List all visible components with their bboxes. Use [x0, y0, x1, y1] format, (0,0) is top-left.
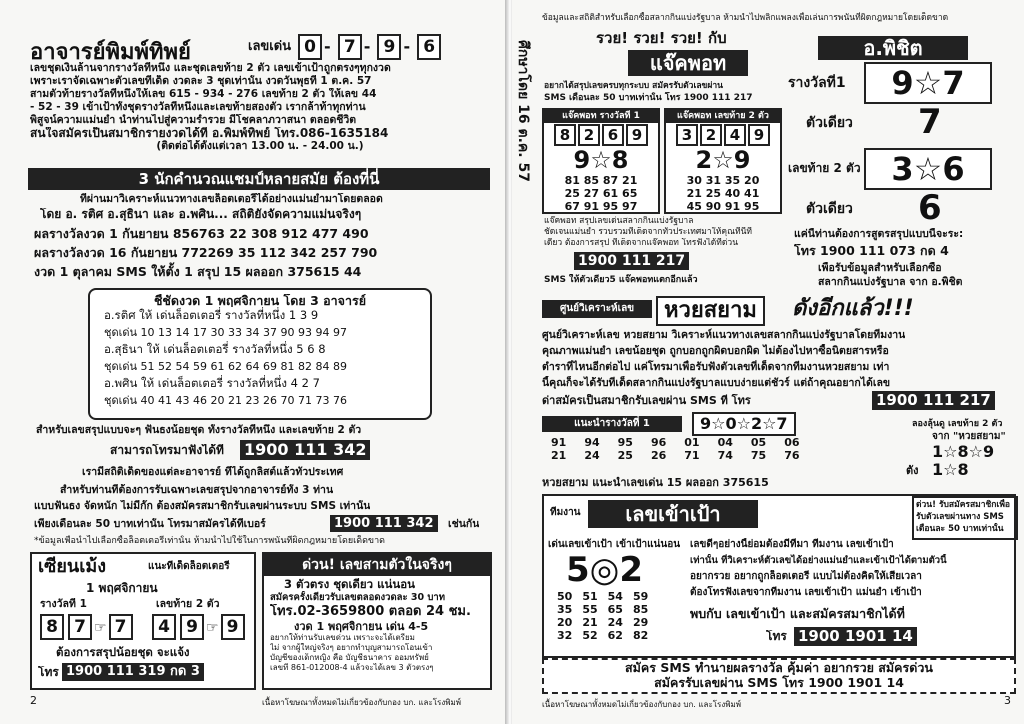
jack-desc: แจ๊คพอท สรุปเลขเด่นสลากกินแบ่งรัฐบาล: [544, 216, 694, 226]
jack-digit: 9: [748, 124, 770, 146]
forecast-title: ชี้ชัดงวด 1 พฤศจิกายน โดย 3 อาจารย์: [153, 294, 367, 307]
box-urgent: [262, 552, 492, 690]
table-row: [542, 449, 809, 462]
grid-cell: 29: [632, 616, 649, 629]
intro-line: - 52 - 39 เข้าเป้าทั้งชุดรางวัลที่หนึ่งและเลขท้ายสองตัว เรากล้าท้าทุกท่าน: [30, 101, 366, 113]
lek-title: เลขเข้าเป้า: [588, 500, 758, 528]
huay-phone: 1900 111 217: [872, 391, 995, 410]
box-b-small: บัญชีของเด็กหญิง คือ บัญชีธนาคาร ออมทรัพย์: [270, 653, 429, 662]
grid-cell: 21: [551, 449, 567, 462]
call-label: สามารถโทรมาฟังได้ที่: [110, 444, 224, 457]
intro-line: สามตัวท้ายรางวัลที่หนึ่งให้เลข 615 - 934 - 276 เลขท้าย 2 ตัว ให้เลข 44: [30, 88, 377, 100]
left-footer: เนื้อหาโฆษณาทั้งหมดไม่เกี่ยวข้องกับกอง บก. และโรงพิมพ์: [262, 698, 462, 707]
jack-box-first: [542, 108, 660, 214]
box-a-sub: แนะทีเด็ดล็อตเตอรี่: [148, 561, 230, 572]
jack-name: แจ๊คพอท: [628, 50, 748, 76]
box-a-digit: 8: [40, 614, 64, 640]
lek-text: อยากรวย อยากถูกล็อตเตอรี่ แบบไม่ต้องคิดให้เสียเวลา: [690, 571, 922, 582]
box-a-digit: 9: [180, 614, 204, 640]
jack-slogan: รวย! รวย! รวย! กับ: [596, 29, 727, 47]
grid-cell: 55: [582, 603, 598, 616]
jackpot-section: [542, 28, 782, 290]
play-digit: 0: [298, 34, 322, 60]
section2-authors: โดย อ. รติศ อ.สุธินา และ อ.พศิน... สถิติยังจัดความแม่นจริงๆ: [40, 208, 362, 221]
forecast-line: อ.พศิน ให้ เด่นล็อตเตอรี่ รางวัลที่หนึ่ง 4 2 7: [104, 376, 320, 390]
left-page: [0, 0, 508, 724]
jack-num-row: 45 90 91 95: [686, 200, 760, 213]
box-a-digits2: [150, 614, 247, 640]
pointing-hand-icon: ☞: [94, 620, 107, 636]
table-row: [552, 603, 653, 616]
pichit-big2: 3☆6: [864, 148, 992, 190]
pichit-section: [788, 28, 1014, 290]
huay-slogan: ดังอีกแล้ว!!!: [792, 296, 914, 321]
box-b-small: เลขที่ 861-012008-4 แล้วจะได้เลข 3 ตัวตรงๆ: [270, 663, 434, 672]
huay-text: คุณภาพแม่นยำ เลขน้อยชุด ถูกบอกถูกผิดบอกผิด ไม่ต้องไปหาซื้อนิตยสารหรือ: [542, 345, 889, 357]
pichit-big1: 9☆7: [864, 62, 992, 104]
huay-siam-section: [542, 296, 1012, 479]
forecast-box: [88, 288, 432, 420]
lek-text: ต้องโทรฟังเลขจากทีมงาน เลขเข้าเป้า แม่นยำ เข้าเป้า: [690, 587, 922, 598]
jack-digit: 4: [724, 124, 746, 146]
play-digit: 9: [377, 34, 401, 60]
sms-suffix: เช่นกัน: [448, 518, 480, 530]
grid-cell: 96: [650, 436, 667, 449]
huay-side-label: ตัง: [906, 464, 919, 477]
jack-digit: 6: [602, 124, 624, 146]
box-a-title: เซียนเม้ง: [38, 556, 107, 577]
jack-box-title: แจ๊คพอท รางวัลที่ 1: [544, 110, 658, 123]
lek-sub: เด่นเลขเข้าเป้า เข้าเป้าแน่นอน: [548, 539, 681, 550]
grid-cell: 54: [607, 590, 623, 603]
sms-note: แบบฟันธง จัดหนัก ไม่มีกั๊ก ต้องสมัครสมาชิกรับเลขผ่านระบบ SMS เท่านั้น: [34, 500, 371, 512]
huay-rec-digits: 9☆0☆2☆7: [692, 412, 796, 436]
intro-line: พิสูจน์ความแม่นยำ นำท่านไปสู่ความร่ำรวย มีโชคลาภวาสนา ตลอดชีวิต: [30, 114, 357, 126]
jack-num-row: 30 31 35 20: [686, 174, 760, 187]
jack-tag: SMS ให้ตัวเดียว5 แจ๊คพอทแตกอีกแล้ว: [544, 275, 698, 285]
box-b-line: 3 ตัวตรง ชุดเดียว แน่นอน: [284, 578, 415, 591]
huay-side: 1☆8☆9: [932, 442, 995, 461]
grid-cell: 04: [717, 436, 733, 449]
grid-cell: 59: [632, 590, 649, 603]
member-line: สนใจสมัครเป็นสมาชิกรายงวดได้ที่ อ.พิมพ์ทิพย์ โทร.086-1635184: [30, 127, 389, 140]
table-row: [552, 629, 653, 642]
grid-cell: 24: [607, 616, 623, 629]
jack-num-row: 21 25 40 41: [686, 187, 760, 200]
pichit-note: แค่นี้ท่านต้องการสูตรสรุปแบบนี้จะระ:: [794, 228, 964, 240]
box-a-date: 1 พฤศจิกายน: [86, 582, 158, 595]
forecast-list: [90, 307, 430, 409]
table-row: [552, 616, 653, 629]
pichit-note3: สลากกินแบ่งรัฐบาล จาก อ.พิชิต: [818, 276, 963, 288]
box-b-small: อยากให้ท่านรับเลขด่วน เพราะจะได้เตรียม: [270, 633, 415, 642]
play-digit: 6: [417, 34, 441, 60]
play-digit: 7: [338, 34, 362, 60]
jack-sub: อยากได้สรุปเลขครบทุกระบบ สมัครรับตัวเลขผ่าน: [544, 81, 723, 91]
grid-cell: 71: [684, 449, 700, 462]
pichit-single2: 6: [918, 188, 942, 228]
grid-cell: 52: [582, 629, 598, 642]
jack-digit: 2: [578, 124, 600, 146]
jack-box1-big: 9☆8: [573, 146, 629, 174]
sms-note: เพียงเดือนละ 50 บาทเท่านั้น โทรมาสมัครได้ที่เบอร์: [34, 518, 266, 530]
intro-line: เลขชุดเงินล้านจากรางวัลที่หนึ่ง และชุดเลขท้าย 2 ตัว เลขเข้าเป้าถูกตรงๆทุกงวด: [30, 62, 391, 74]
huay-text: นี้คุณก็จะได้รับทีเด็ดสลากกินแบ่งรัฐบาลแบบง่ายแต่ชัวร์ แต่ถ้าคุณอยากได้เลข: [542, 377, 891, 389]
huay-side: ลองลุ้นดู เลขท้าย 2 ตัว: [912, 419, 1003, 429]
box-a-label2: เลขท้าย 2 ตัว: [156, 598, 220, 610]
box-a-digit: 9: [221, 614, 245, 640]
box-b-line: สมัครครั้งเดียวรับเลขตลอดงวดละ 30 บาท: [270, 592, 446, 603]
pichit-label1: รางวัลที่1: [788, 75, 846, 91]
forecast-line: อ.สุธินา ให้ เด่นล็อตเตอรี่ รางวัลที่หนึ่ง 5 6 8: [104, 342, 326, 356]
grid-cell: 95: [617, 436, 633, 449]
play-label: เลขเด่น: [248, 40, 292, 53]
pichit-phone: โทร 1900 111 073 กด 4: [794, 244, 949, 257]
huay-name: หวยสยาม: [656, 296, 765, 326]
box-a-digit: 4: [152, 614, 176, 640]
lek-meet: พบกับ เลขเข้าเป้า และสมัครสมาชิกได้ที่: [690, 606, 905, 621]
sms-note: สำหรับท่านที่ต้องการรับเฉพาะเลขสรุปจากอาจารย์ทั้ง 3 ท่าน: [60, 484, 334, 496]
box-seanmeng: [30, 552, 256, 690]
box-b-line: โทร.02-3659800 ตลอด 24 ชม.: [270, 604, 471, 619]
grid-cell: 62: [607, 629, 623, 642]
grid-cell: 21: [582, 616, 598, 629]
huay-text: ตำราที่ไหนอีกต่อไป แค่โทรมาเพื่อรับฟังตัวเลขที่เด็ดจากทีมงานหวยสยาม เท่า: [542, 361, 890, 373]
lek-khao-pao-section: [542, 494, 1016, 658]
huay-past: หวยสยาม แนะนำเลขเด่น 15 ผลออก 375615: [542, 476, 769, 489]
huay-side: จาก "หวยสยาม": [932, 431, 1006, 442]
play-digits: 0 - 7 - 9 - 6: [296, 34, 443, 60]
bottom-line: สมัคร SMS ทำนายผลรางวัล คุ้มค่า อยากรวย สมัครด่วน: [625, 660, 933, 675]
jack-box-two: [664, 108, 782, 214]
jack-box2-digits: [666, 124, 780, 146]
pichit-single-label: ตัวเดียว: [806, 115, 853, 131]
summary-line: สำหรับเลขสรุปแบบจะๆ ฟันธงน้อยชุด ทั้งรางวัลที่หนึ่ง และเลขท้าย 2 ตัว: [36, 424, 362, 436]
jack-box-title: แจ๊คพอท เลขท้าย 2 ตัว: [666, 110, 780, 123]
intro-block: [30, 62, 490, 153]
lek-phone: 1900 1901 14: [794, 627, 917, 646]
right-page-number: 3: [1004, 694, 1011, 707]
huay-text: ศูนย์วิเคราะห์เลข หวยสยาม วิเคราะห์แนวทางเลขสลากกินแบ่งรัฐบาลโดยทีมงาน: [542, 329, 906, 341]
box-a-phone-label: โทร: [38, 666, 59, 679]
grid-cell: 65: [607, 603, 623, 616]
grid-cell: 06: [784, 436, 800, 449]
box-a-phone: 1900 111 319 กด 3: [62, 663, 204, 681]
grid-cell: 76: [784, 449, 800, 462]
jack-desc: ชัดเจนแม่นยำ รวบรวมทีเด็ดจากทั่วประเทศมาให้คุณที่นี่ที่: [544, 227, 752, 237]
intro-line: เพราะเราจัดเฉพาะตัวเลขที่เด็ด งวดละ 3 ชุดเท่านั้น งวดวันพุธที่ 1 ต.ค. 57: [30, 75, 372, 87]
grid-cell: 74: [717, 449, 733, 462]
jack-phone: 1900 111 217: [574, 252, 689, 270]
pichit-title: อ.พิชิต: [818, 36, 968, 60]
disclaimer: *ข้อมูลเพื่อนำไปเลือกซื้อล็อตเตอรี่เท่านั้น ห้ามนำไปใช้ในการพนันที่ผิดกฎหมายโดยเด็ดขาด: [34, 536, 385, 546]
pichit-single1: 7: [918, 102, 942, 142]
lek-big: 5◎2: [566, 550, 643, 590]
lek-grid: [552, 590, 653, 642]
jack-digit: 9: [626, 124, 648, 146]
right-page: [512, 0, 1024, 724]
forecast-line: ชุดเด่น 51 52 54 59 61 62 64 69 81 82 84 89: [104, 360, 347, 373]
grid-cell: 05: [750, 436, 767, 449]
lek-text: เลขดีๆอย่างนี้ย่อมต้องมีที่มา ทีมงาน เลขเข้าเป้า: [690, 539, 894, 550]
jack-box1-digits: [544, 124, 658, 146]
box-a-digits1: [38, 614, 135, 640]
huay-sms: ด่าสมัครเป็นสมาชิกรับเลขผ่าน SMS ที่ โทร: [542, 394, 751, 407]
grid-cell: 51: [582, 590, 598, 603]
jack-digit: 2: [700, 124, 722, 146]
jack-digit: 8: [554, 124, 576, 146]
bottom-line: สมัครรับเลขผ่าน SMS โทร 1900 1901 14: [654, 675, 904, 690]
pichit-note2: เพื่อรับข้อมูลสำหรับเลือกซื้อ: [818, 262, 942, 274]
lek-text: เท่านั้น ที่วิเคราะห์ตัวเลขได้อย่างแม่นยำและเข้าเป้าได้ตามตัวนี้: [690, 555, 947, 566]
grid-cell: 24: [584, 449, 600, 462]
left-page-number: 2: [30, 694, 37, 707]
left-title: อาจารย์พิมพ์ทิพย์: [30, 40, 191, 65]
box-b-small: ไม่ จากผู้ใหญ่จริงๆ อยากทำบุญสามารถโอนเข้า: [270, 643, 433, 652]
jack-num-row: 67 91 95 97: [564, 200, 638, 213]
results-list: [34, 224, 494, 281]
lek-promo: [912, 496, 1018, 540]
pichit-single-label: ตัวเดียว: [806, 201, 853, 217]
table-row: [542, 436, 809, 449]
section2-title: 3 นักคำนวณแชมป์หลายสมัย ต้องที่นี่: [28, 168, 490, 190]
lek-phone-label: โทร: [766, 630, 787, 643]
huay-grid: [542, 436, 809, 462]
box-a-digit: 7: [68, 614, 92, 640]
jack-sub: SMS เดือนละ 50 บาทเท่านั้น โทร 1900 111 217: [544, 93, 753, 103]
forecast-line: ชุดเด่น 40 41 43 46 20 21 23 26 70 71 73 76: [104, 394, 347, 407]
lek-team: ทีมงาน: [550, 507, 581, 518]
lek-promo-line: ด่วน! รับสมัครสมาชิกเพื่อ: [916, 500, 1011, 510]
pointing-hand-icon: ☞: [206, 620, 219, 636]
grid-cell: 75: [750, 449, 767, 462]
side-vertical-text: ศึกษาโดย 16 ต.ค. 57: [515, 40, 531, 182]
box-a-need: ต้องการสรุปน้อยชุด จะแจ้ง: [56, 646, 190, 659]
result-line: งวด 1 ตุลาคม SMS ให้ตั้ง 1 สรุป 15 ผลออก 375615 44: [34, 264, 362, 279]
jack-desc: เดียว ต้องการสรุป ทีเด็ดจากแจ๊คพอท โทรฟังได้ที่ด่วน: [544, 238, 739, 248]
box-a-label1: รางวัลที่ 1: [40, 598, 87, 610]
grid-cell: 32: [557, 629, 573, 642]
lek-promo-line: รับตัวเลขผ่านทาง SMS: [916, 512, 1004, 522]
grid-cell: 01: [684, 436, 700, 449]
call-number: 1900 111 342: [240, 440, 370, 460]
grid-cell: 50: [557, 590, 573, 603]
grid-cell: 26: [650, 449, 667, 462]
jack-digit: 3: [676, 124, 698, 146]
grid-cell: 82: [632, 629, 649, 642]
contact-time: (ติดต่อได้ตั้งแต่เวลา 13.00 น. - 24.00 น.): [156, 140, 364, 152]
grid-cell: 25: [617, 449, 633, 462]
lek-promo-line: เดือนละ 50 บาทเท่านั้น: [916, 524, 1004, 534]
jack-box2-big: 2☆9: [695, 146, 751, 174]
box-b-line: งวด 1 พฤศจิกายน เด่น 4-5: [294, 620, 429, 633]
result-line: ผลรางวัลงวด 16 กันยายน 772269 35 112 342 257 790: [34, 245, 378, 260]
pichit-label2: เลขท้าย 2 ตัว: [788, 162, 861, 175]
grid-cell: 94: [584, 436, 600, 449]
sms-number: 1900 111 342: [330, 515, 438, 532]
call-note: เรามีสถิติเด็ดของแต่ละอาจารย์ ที่ได้ถูกลิสต์แล้วทั่วประเทศ: [82, 466, 344, 478]
section2-intro: ที่ผ่านมาวิเคราะห์แนวทางเลขล็อตเตอรี่ได้อย่างแม่นยำมาโดยตลอด: [80, 193, 383, 205]
box-a-digit: 7: [109, 614, 133, 640]
forecast-line: ชุดเด่น 10 13 14 17 30 33 34 37 90 93 94 97: [104, 326, 347, 339]
grid-cell: 91: [551, 436, 567, 449]
forecast-line: อ.รติศ ให้ เด่นล็อตเตอรี่ รางวัลที่หนึ่ง 1 3 9: [104, 308, 319, 322]
grid-cell: 35: [557, 603, 573, 616]
result-line: ผลรางวัลงวด 1 กันยายน 856763 22 308 912 477 490: [34, 226, 369, 241]
table-row: [552, 590, 653, 603]
top-notice: ข้อมูลและสถิติสำหรับเลือกซื้อสลากกินแบ่งรัฐบาล ห้ามนำไปพลิกแพลงเพื่อเล่นการพนันที่ผิดกฎหมายโดยเด็ดขาด: [542, 13, 949, 23]
huay-rec-label: แนะนำรางวัลที่ 1: [542, 416, 682, 432]
grid-cell: 85: [632, 603, 649, 616]
huay-side: 1☆8: [932, 460, 969, 479]
jack-num-row: 25 27 61 65: [564, 187, 638, 200]
box-b-title: ด่วน! เลขสามตัวในจริงๆ: [264, 554, 490, 576]
bottom-sms-banner: [542, 658, 1016, 694]
right-footer: เนื้อหาโฆษณาทั้งหมดไม่เกี่ยวข้องกับกอง บก. และโรงพิมพ์: [542, 700, 742, 709]
jack-num-row: 81 85 87 21: [564, 174, 638, 187]
huay-label: ศูนย์วิเคราะห์เลข: [542, 300, 652, 318]
grid-cell: 20: [557, 616, 573, 629]
